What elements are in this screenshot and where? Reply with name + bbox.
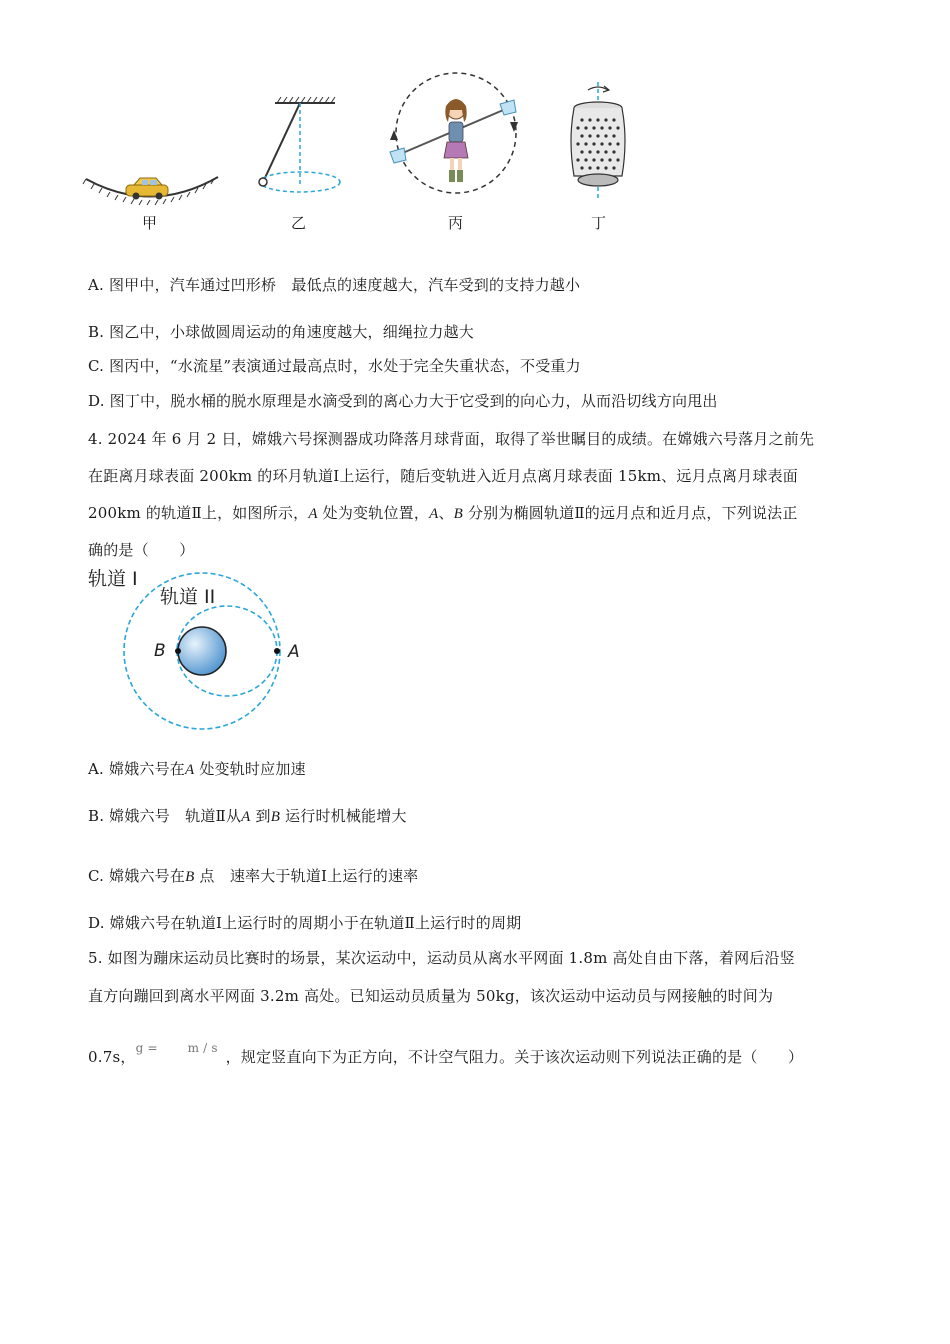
figure-bing xyxy=(386,70,526,200)
q5-stem-line-3: 0.7s，g = m / s ，规定竖直向下为正方向，不计空气阻力。关于该次运动则下列说法正确的是（ ） xyxy=(88,1041,804,1066)
q3-option-d: D. 图丁中，脱水桶的脱水原理是水滴受到的离心力大于它受到的向心力，从而沿切线方向甩出 xyxy=(88,392,718,410)
q4-option-c: C. 嫦娥六号在B 点 速率大于轨道Ⅰ上运行的速率 xyxy=(88,867,419,885)
moon xyxy=(178,627,226,675)
figure-label-bing: 丙 xyxy=(448,214,464,232)
q3-option-a: A. 图甲中，汽车通过凹形桥 最低点的速度越大，汽车受到的支持力越小 xyxy=(88,276,581,294)
orbit-1-label: 轨道 I xyxy=(88,568,138,590)
car-icon xyxy=(126,178,168,200)
figure-jia xyxy=(82,165,222,215)
q4-stem-line-2: 在距离月球表面 200km 的环月轨道Ⅰ上运行，随后变轨进入近月点离月球表面 15km、远月点离月球表面 xyxy=(88,467,798,485)
q3-option-c: C. 图丙中，“水流星”表演通过最高点时，水处于完全失重状态，不受重力 xyxy=(88,357,581,375)
orbit-2-label: 轨道 II xyxy=(160,586,216,608)
figure-yi xyxy=(250,95,350,205)
q4-option-b: B. 嫦娥六号 轨道Ⅱ从A 到B 运行时机械能增大 xyxy=(88,807,407,825)
girl-icon xyxy=(444,99,468,182)
formula-g: g = xyxy=(135,1041,158,1055)
q5-stem-line-2: 直方向蹦回到离水平网面 3.2m 高处。已知运动员质量为 50kg，该次运动中运动员与网接触的时间为 xyxy=(88,987,774,1005)
figure-label-yi: 乙 xyxy=(291,214,307,232)
point-a-label: A xyxy=(288,642,300,662)
q3-option-b: B. 图乙中，小球做圆周运动的角速度越大，细绳拉力越大 xyxy=(88,323,474,341)
figure-label-ding: 丁 xyxy=(591,214,607,232)
q5-stem-line-1: 5. 如图为蹦床运动员比赛时的场景，某次运动中，运动员从离水平网面 1.8m 高处自由下落，着网后沿竖 xyxy=(88,949,795,967)
figure-label-jia: 甲 xyxy=(142,214,158,232)
q4-option-d: D. 嫦娥六号在轨道Ⅰ上运行时的周期小于在轨道Ⅱ上运行时的周期 xyxy=(88,914,522,932)
orbit-diagram xyxy=(82,565,322,735)
point-b-label: B xyxy=(154,641,166,661)
q4-stem-line-1: 4. 2024 年 6 月 2 日，嫦娥六号探测器成功降落月球背面，取得了举世瞩目的成绩。在嫦娥六号落月之前先 xyxy=(88,430,815,448)
q4-stem-line-3: 200km 的轨道Ⅱ上，如图所示，A 处为变轨位置，A、B 分别为椭圆轨道Ⅱ的远月点和近月点，下列说法正 xyxy=(88,504,798,522)
figure-ding xyxy=(560,80,635,200)
point-b-dot xyxy=(175,648,181,654)
q4-stem-line-4: 确的是（ ） xyxy=(88,541,195,559)
point-a-dot xyxy=(274,648,280,654)
formula-unit: m / s xyxy=(187,1041,218,1055)
q4-option-a: A. 嫦娥六号在A 处变轨时应加速 xyxy=(88,760,306,778)
spin-drum-icon xyxy=(571,102,625,186)
